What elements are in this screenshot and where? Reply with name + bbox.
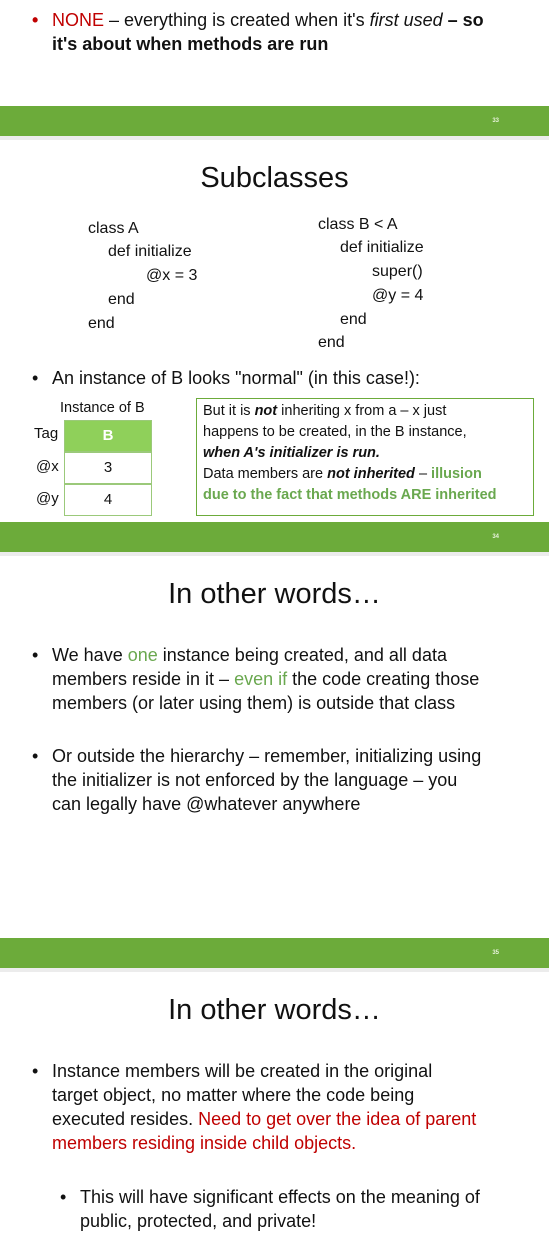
none-keyword: NONE <box>52 10 105 30</box>
bullet-dot: • <box>32 1061 39 1081</box>
callout-box: But it is not inheriting x from a – x just happens to be created, in the B instance, when A's initializer is run. Data members are not inherited – illusion due to the fact that methods ARE inherited <box>196 398 534 516</box>
bullet-dot: • <box>32 368 39 388</box>
slide33-bullet: • NONE – everything is created when it's first used – so it's about when methods are run <box>32 10 484 54</box>
row-label-tag: Tag <box>34 425 59 442</box>
table-cell-tag: B <box>64 420 152 452</box>
page-number: 33 <box>492 118 499 124</box>
first-used-emphasis: first used <box>369 10 443 30</box>
row-label-y: @y <box>36 490 59 507</box>
bullet-dot: • <box>60 1187 67 1207</box>
slide36-sub-bullet: • This will have significant effects on the meaning of public, protected, and private! <box>60 1187 480 1231</box>
slide35-bullet-1: • We have one instance being created, and all data members reside in it – even if the code creating those members (or later using them) is outside that class <box>32 645 480 713</box>
slide36-bullet-1: • Instance members will be created in the original target object, no matter where the code being executed resides. Need to get over the idea of parent members residing inside child objects. <box>32 1061 477 1153</box>
page-number: 35 <box>492 950 499 956</box>
row-label-x: @x <box>36 458 59 475</box>
slide-35 <box>0 556 549 968</box>
slide35-footer-bar <box>0 938 549 968</box>
table-caption: Instance of B <box>60 400 145 416</box>
bullet-dot: • <box>32 746 39 766</box>
slide-34: Subclasses class A def initialize @x = 3 end end class B < A def initialize super() @y = 4 end end • An instance of B looks "normal" (in this case!): Instance of B Tag @x @y B 3 4 But it is not inheriting x from a – x just happens to be created, in the B instance, when A's initializer is run. Data members are not inherited – illusion due to the fact that methods ARE inherited 34 <box>0 140 549 552</box>
slide-title: In other words… <box>168 578 381 610</box>
slide34-footer-bar <box>0 522 549 552</box>
table-cell-x: 3 <box>64 452 152 484</box>
slide-title: Subclasses <box>200 162 349 194</box>
slide-36 <box>0 972 549 1260</box>
slide34-bullet: • An instance of B looks "normal" (in this case!): <box>32 368 420 388</box>
bullet-dot: • <box>32 10 39 30</box>
bullet-dot: • <box>32 645 39 665</box>
slide33-footer-bar <box>0 106 549 136</box>
slide35-bullet-2: • Or outside the hierarchy – remember, initializing using the initializer is not enforced by the language – you can legally have @whatever anywhere <box>32 746 482 814</box>
page-number: 34 <box>492 534 499 540</box>
slide-33 <box>0 0 549 136</box>
slide-title: In other words… <box>168 994 381 1026</box>
table-cell-y: 4 <box>64 484 152 516</box>
